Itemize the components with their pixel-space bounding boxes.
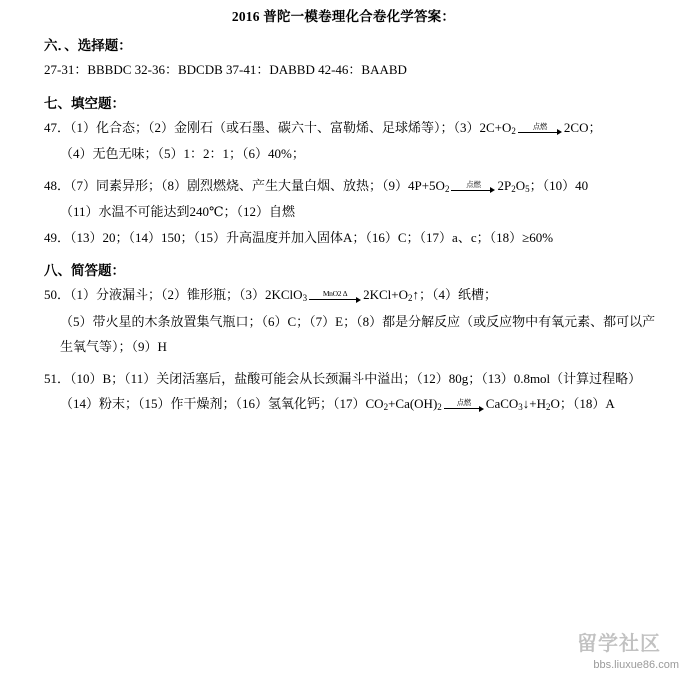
answer-48-text-c: O [515,177,526,193]
answer-51-text-a: （14）粉末；（15）作干燥剂；（16）氢氧化钙；（17）CO [60,396,384,411]
answer-50-sub-b: 2 [407,293,413,303]
watermark-url: bbs.liuxue86.com [593,659,679,671]
reaction-condition-51: 点燃 [456,398,471,408]
answer-51-sub-c: 3 [518,402,523,412]
answer-50-sub-a: 3 [302,293,308,303]
reaction-arrow-51 [444,397,484,413]
answer-48-text-b: 2P [497,177,512,193]
answer-47-line2: （4）无色无味；（5）1：2：1；（6）40%； [60,146,305,161]
reaction-arrow-50 [309,288,361,304]
answer-47-sub-a: 2 [511,125,516,136]
answer-50-text-a: 50．（1）分液漏斗；（2）锥形瓶；（3）2KClO [44,287,303,302]
reaction-arrow-48 [451,179,495,195]
reaction-condition-50: MnO2 Δ [322,289,348,299]
answer-49-line: 49．（13）20；（14）150；（15）升高温度并加入固体A；（16）C；（17）a、c；（18）≥60% [44,229,554,245]
watermark-logo-text: 留学社区 [577,633,661,655]
answer-48-sub-a: 2 [444,183,450,194]
arrow-glyph-icon [518,129,562,137]
choice-answers-line: 27-31：BBBDC 32-36：BDCDB 37-41：DABBD 42-46：BAABD [44,62,407,77]
answer-48-text-a: 48．（7）同素异形；（8）剧烈燃烧、产生大量白烟、放热；（9）4P+5O [44,177,445,193]
answer-48-line2: （11）水温不可能达到240℃；（12）自燃 [60,204,296,219]
answer-47-text-b: 2CO； [563,119,602,135]
answer-51-text-c: CaCO [485,396,519,411]
page-title: 2016 普陀一模卷理化合卷化学答案： [231,9,456,24]
answer-50-text-b: 2KCl+O [363,287,408,302]
answer-48-sub-c: 5 [525,183,530,194]
arrow-glyph-icon [309,296,361,304]
answer-50-line2: （5）带火星的木条放置集气瓶口；（6）C；（7）E；（8）都是分解反应（或反应物中有氧元素、都可以产 [60,313,656,329]
answer-47-line1 [44,118,687,139]
document-page [0,5,687,674]
answer-47-text-a: 47．（1）化合态；（2）金刚石（或石墨、碳六十、富勒烯、足球烯等）；（3）2C+O [44,119,512,135]
answer-51-text-d: ↓+H [522,396,547,411]
reaction-condition-48: 点燃 [466,179,481,189]
answer-48-sub-b: 2 [511,183,516,194]
section-heading-choice: 六．、选择题： [44,38,132,53]
arrow-glyph-icon [444,405,484,413]
answer-51-line2 [60,394,687,415]
section-heading-short-answer: 八、简答题： [44,263,125,278]
reaction-condition-47: 点燃 [532,121,548,131]
answer-50-line3: 生氧气等）；（9）H [60,339,167,354]
arrow-glyph-icon [451,187,495,195]
watermark-logo [559,627,679,656]
section-heading-fill: 七、填空题： [44,95,125,111]
answer-51-sub-d: 2 [546,402,551,412]
reaction-arrow-47 [518,121,562,137]
answer-51-line1: 51．（10）B；（11）关闭活塞后，盐酸可能会从长颈漏斗中溢出；（12）80g；（13）0.8mol（计算过程略） [44,370,642,386]
answer-50-line1 [44,285,687,306]
answer-51-text-e: O；（18）A [550,396,615,411]
answer-48-line1 [44,176,687,197]
answer-51-sub-b: 2 [437,402,442,412]
answer-51-sub-a: 2 [383,402,389,412]
answer-48-text-d: ；（10）40 [529,177,589,193]
answer-50-text-c: ↑；（4）纸槽； [412,287,497,302]
answer-51-text-b: +Ca(OH) [388,396,438,411]
